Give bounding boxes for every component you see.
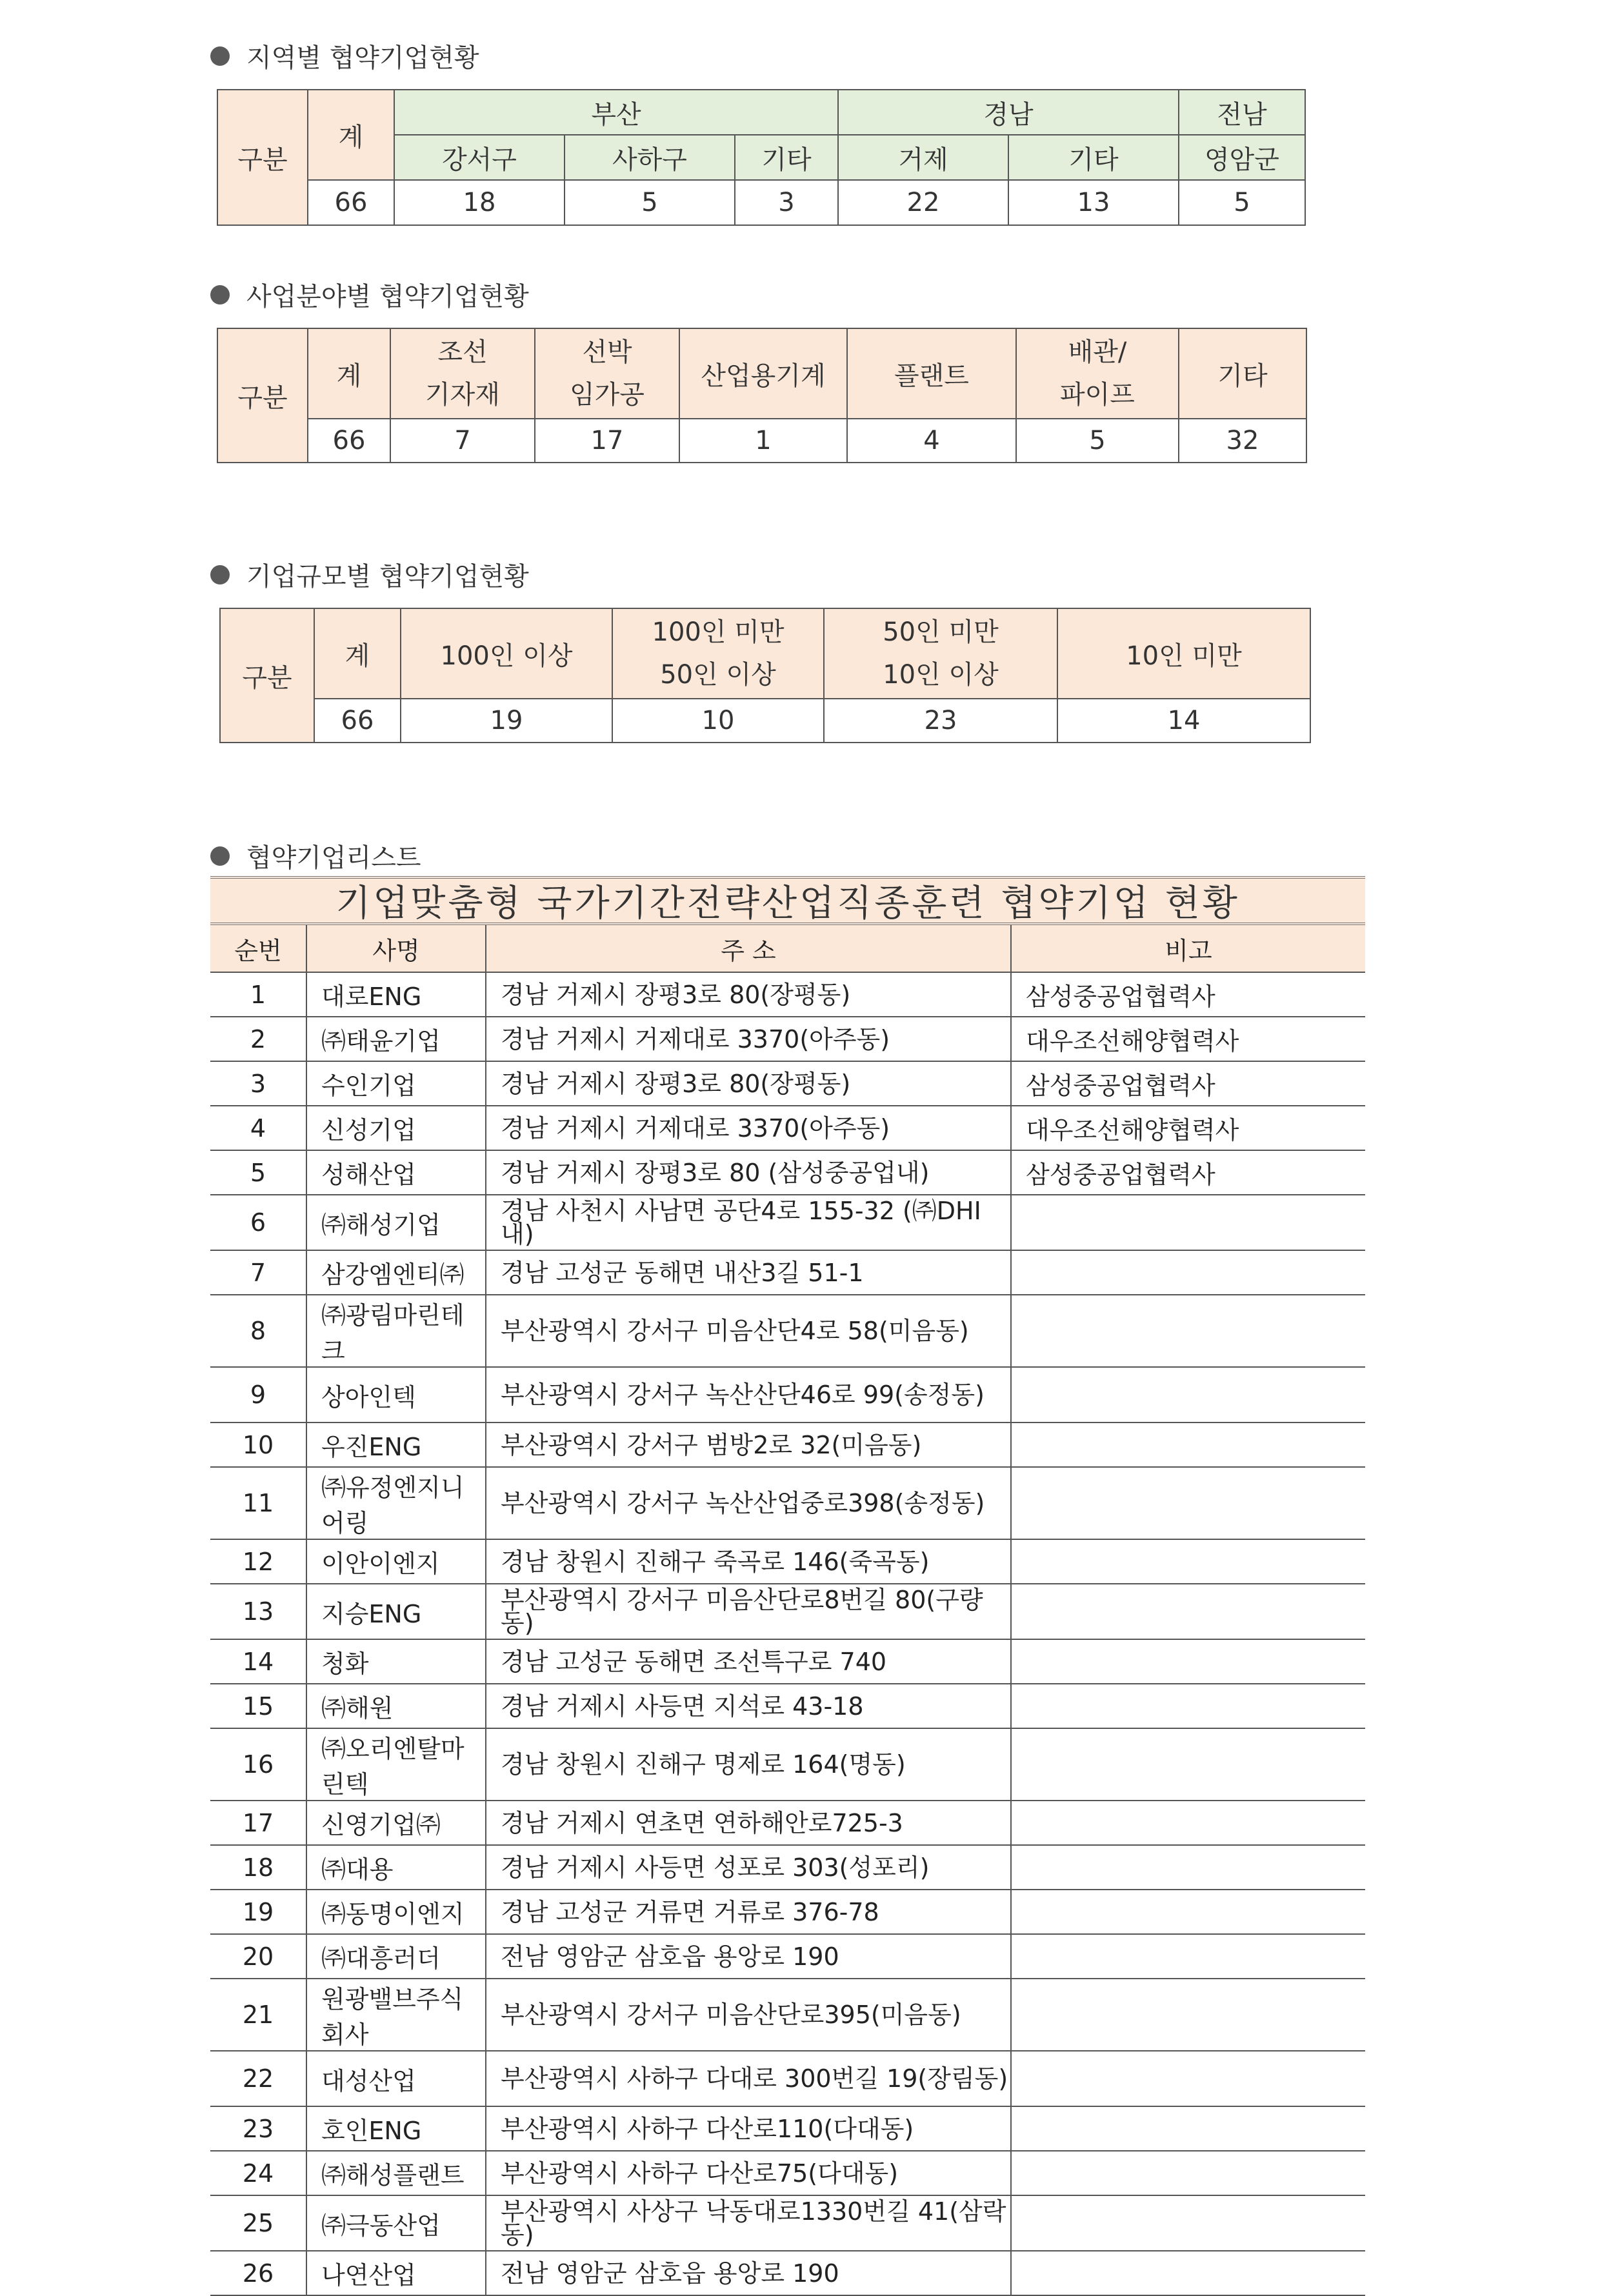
- field-title-text: 사업분야별 협약기업현황: [246, 282, 529, 312]
- company-address: 경남 거제시 사등면 지석로 43-18: [486, 1684, 1011, 1728]
- company-table-body: [210, 972, 1365, 2295]
- company-note: [1011, 2151, 1365, 2195]
- value-cell: 13: [1008, 180, 1179, 225]
- row-number: 7: [210, 1250, 306, 1295]
- row-number: 19: [210, 1890, 306, 1934]
- company-address: 전남 영암군 삼호읍 용앙로 190: [486, 1934, 1011, 1979]
- value-cell: 5: [1179, 180, 1305, 225]
- column-line: 10인 이상: [883, 660, 999, 690]
- value-cell: 3: [735, 180, 838, 225]
- company-address: 경남 창원시 진해구 명제로 164(명동): [486, 1728, 1011, 1801]
- company-address: 부산광역시 강서구 녹산산단46로 99(송정동): [486, 1367, 1011, 1423]
- header-label: 구분: [220, 608, 314, 743]
- company-address: 경남 거제시 장평3로 80 (삼성중공업내): [486, 1150, 1011, 1195]
- header-label: 구분: [217, 328, 308, 463]
- header-no: 순번: [210, 925, 306, 972]
- company-address: 부산광역시 강서구 미음산단로395(미음동): [486, 1979, 1011, 2051]
- company-address: 부산광역시 사하구 다산로75(다대동): [486, 2151, 1011, 2195]
- company-name: 우진ENG: [306, 1423, 486, 1467]
- company-note: [1011, 1934, 1365, 1979]
- total-value: 66: [314, 699, 401, 743]
- company-name: 지승ENG: [306, 1584, 486, 1639]
- table-row: [210, 1061, 1365, 1106]
- company-name: 대로ENG: [306, 972, 486, 1017]
- company-address: 부산광역시 강서구 녹산산업중로398(송정동): [486, 1467, 1011, 1539]
- column-line: 파이프: [1060, 380, 1135, 410]
- company-note: [1011, 1539, 1365, 1584]
- company-name: 신영기업㈜: [306, 1801, 486, 1845]
- company-address: 부산광역시 사상구 낙동대로1330번길 41(삼락동): [486, 2195, 1011, 2251]
- company-name: ㈜동명이엔지: [306, 1890, 486, 1934]
- total-label: 계: [308, 90, 394, 180]
- list-table-title: 기업맞춤형 국가기간전략산업직종훈련 협약기업 현황: [210, 876, 1365, 925]
- row-number: 13: [210, 1584, 306, 1639]
- region-table: [217, 89, 1306, 226]
- value-cell: 14: [1057, 699, 1310, 743]
- column-header: 100인 이상: [401, 608, 612, 699]
- row-number: 5: [210, 1150, 306, 1195]
- table-row: [210, 1106, 1365, 1150]
- total-value: 66: [308, 180, 394, 225]
- total-label: 계: [308, 328, 390, 419]
- table-row: [210, 1684, 1365, 1728]
- company-address: 전남 영암군 삼호읍 용앙로 190: [486, 2251, 1011, 2295]
- company-name: ㈜극동산업: [306, 2195, 486, 2251]
- company-address: 부산광역시 강서구 범방2로 32(미음동): [486, 1423, 1011, 1467]
- column-header: [612, 608, 824, 699]
- row-number: 17: [210, 1801, 306, 1845]
- company-name: 청화: [306, 1639, 486, 1684]
- company-note: [1011, 2251, 1365, 2295]
- company-address: 부산광역시 사하구 다대로 300번길 19(장림동): [486, 2051, 1011, 2106]
- column-line: 조선: [437, 337, 488, 367]
- company-note: 삼성중공업협력사: [1011, 1061, 1365, 1106]
- value-cell: 22: [838, 180, 1008, 225]
- row-number: 21: [210, 1979, 306, 2051]
- value-cell: 23: [824, 699, 1057, 743]
- company-name: 성해산업: [306, 1150, 486, 1195]
- list-section-title-text: 협약기업리스트: [246, 843, 421, 873]
- row-number: 18: [210, 1845, 306, 1890]
- column-header: 산업용기계: [679, 328, 847, 419]
- company-note: [1011, 1801, 1365, 1845]
- table-row: [210, 1295, 1365, 1367]
- header-address: 주 소: [486, 925, 1011, 972]
- row-number: 23: [210, 2106, 306, 2151]
- table-row: [210, 1890, 1365, 1934]
- company-table: [210, 925, 1365, 2296]
- sub-header: 강서구: [394, 135, 565, 180]
- column-line: 50인 미만: [883, 617, 999, 647]
- company-note: [1011, 2106, 1365, 2151]
- company-name: 상아인텍: [306, 1367, 486, 1423]
- group-gyeongnam: 경남: [838, 90, 1179, 135]
- company-address: 경남 창원시 진해구 죽곡로 146(죽곡동): [486, 1539, 1011, 1584]
- sub-header: 사하구: [565, 135, 735, 180]
- company-note: 삼성중공업협력사: [1011, 972, 1365, 1017]
- company-note: [1011, 1728, 1365, 1801]
- sub-header: 기타: [1008, 135, 1179, 180]
- company-note: [1011, 1250, 1365, 1295]
- company-address: 경남 고성군 거류면 거류로 376-78: [486, 1890, 1011, 1934]
- company-list: [210, 876, 1365, 2296]
- total-label: 계: [314, 608, 401, 699]
- region-section-title: [210, 37, 479, 74]
- sub-header: 거제: [838, 135, 1008, 180]
- sub-header: 기타: [735, 135, 838, 180]
- company-address: 경남 거제시 거제대로 3370(아주동): [486, 1106, 1011, 1150]
- table-row: [210, 1367, 1365, 1423]
- company-address: 부산광역시 사하구 다산로110(다대동): [486, 2106, 1011, 2151]
- row-number: 24: [210, 2151, 306, 2195]
- company-note: [1011, 1845, 1365, 1890]
- header-note: 비고: [1011, 925, 1365, 972]
- company-note: [1011, 1639, 1365, 1684]
- row-number: 8: [210, 1295, 306, 1367]
- value-cell: 17: [535, 419, 679, 463]
- value-cell: 5: [1016, 419, 1179, 463]
- company-note: 삼성중공업협력사: [1011, 1150, 1365, 1195]
- row-number: 25: [210, 2195, 306, 2251]
- column-line: 선박: [582, 337, 632, 367]
- value-cell: 4: [847, 419, 1016, 463]
- table-row: [210, 1467, 1365, 1539]
- company-name: ㈜태윤기업: [306, 1017, 486, 1061]
- region-title-text: 지역별 협약기업현황: [246, 43, 479, 73]
- column-header: [1016, 328, 1179, 419]
- table-row: [210, 1639, 1365, 1684]
- company-address: 부산광역시 강서구 미음산단4로 58(미음동): [486, 1295, 1011, 1367]
- table-row: [210, 1195, 1365, 1250]
- bullet-icon: [210, 46, 230, 66]
- company-note: [1011, 2051, 1365, 2106]
- column-header: [390, 328, 535, 419]
- value-cell: 19: [401, 699, 612, 743]
- column-line: 100인 미만: [652, 617, 785, 647]
- company-name: ㈜유정엔지니어링: [306, 1467, 486, 1539]
- row-number: 26: [210, 2251, 306, 2295]
- company-address: 경남 거제시 거제대로 3370(아주동): [486, 1017, 1011, 1061]
- value-cell: 32: [1179, 419, 1306, 463]
- company-name: 이안이엔지: [306, 1539, 486, 1584]
- company-address: 경남 고성군 동해면 내산3길 51-1: [486, 1250, 1011, 1295]
- row-number: 22: [210, 2051, 306, 2106]
- company-name: 수인기업: [306, 1061, 486, 1106]
- company-name: 삼강엠엔티㈜: [306, 1250, 486, 1295]
- table-row: [210, 1017, 1365, 1061]
- company-name: ㈜오리엔탈마린텍: [306, 1728, 486, 1801]
- company-note: [1011, 1195, 1365, 1250]
- sub-header: 영암군: [1179, 135, 1305, 180]
- bullet-icon: [210, 285, 230, 304]
- row-number: 15: [210, 1684, 306, 1728]
- row-number: 11: [210, 1467, 306, 1539]
- company-note: [1011, 1295, 1365, 1367]
- row-number: 1: [210, 972, 306, 1017]
- company-name: ㈜대흥러더: [306, 1934, 486, 1979]
- company-name: ㈜광림마린테크: [306, 1295, 486, 1367]
- column-header: 10인 미만: [1057, 608, 1310, 699]
- value-cell: 18: [394, 180, 565, 225]
- table-row: [210, 2106, 1365, 2151]
- company-name: ㈜해성기업: [306, 1195, 486, 1250]
- company-address: 경남 고성군 동해면 조선특구로 740: [486, 1639, 1011, 1684]
- table-row: [210, 2251, 1365, 2295]
- company-note: [1011, 1423, 1365, 1467]
- company-note: 대우조선해양협력사: [1011, 1017, 1365, 1061]
- size-section-title: [210, 556, 529, 593]
- row-number: 20: [210, 1934, 306, 1979]
- company-note: [1011, 1890, 1365, 1934]
- column-header: [824, 608, 1057, 699]
- company-name: ㈜해원: [306, 1684, 486, 1728]
- table-row: [210, 2195, 1365, 2251]
- column-header: [535, 328, 679, 419]
- bullet-icon: [210, 565, 230, 584]
- company-note: 대우조선해양협력사: [1011, 1106, 1365, 1150]
- header-name: 사명: [306, 925, 486, 972]
- company-note: [1011, 1979, 1365, 2051]
- company-address: 경남 거제시 장평3로 80(장평동): [486, 972, 1011, 1017]
- company-name: ㈜해성플랜트: [306, 2151, 486, 2195]
- table-row: [210, 1801, 1365, 1845]
- table-row: [210, 1979, 1365, 2051]
- total-value: 66: [308, 419, 390, 463]
- field-table: [217, 328, 1307, 463]
- header-label: 구분: [217, 90, 308, 225]
- size-title-text: 기업규모별 협약기업현황: [246, 562, 529, 592]
- column-line: 기자재: [425, 380, 500, 410]
- table-row: [210, 1934, 1365, 1979]
- column-header: 플랜트: [847, 328, 1016, 419]
- value-cell: 7: [390, 419, 535, 463]
- row-number: 12: [210, 1539, 306, 1584]
- size-table: [219, 608, 1311, 743]
- table-row: [210, 1584, 1365, 1639]
- value-cell: 1: [679, 419, 847, 463]
- row-number: 4: [210, 1106, 306, 1150]
- company-note: [1011, 2195, 1365, 2251]
- company-address: 경남 거제시 연초면 연하해안로725-3: [486, 1801, 1011, 1845]
- company-address: 경남 사천시 사남면 공단4로 155-32 (㈜DHI 내): [486, 1195, 1011, 1250]
- list-section-title: [210, 837, 421, 874]
- row-number: 2: [210, 1017, 306, 1061]
- value-cell: 5: [565, 180, 735, 225]
- company-name: 대성산업: [306, 2051, 486, 2106]
- column-line: 50인 이상: [660, 660, 776, 690]
- company-name: 원광밸브주식회사: [306, 1979, 486, 2051]
- row-number: 16: [210, 1728, 306, 1801]
- value-cell: 10: [612, 699, 824, 743]
- group-jeonnam: 전남: [1179, 90, 1305, 135]
- company-address: 경남 거제시 사등면 성포로 303(성포리): [486, 1845, 1011, 1890]
- table-row: [210, 1423, 1365, 1467]
- company-address: 부산광역시 강서구 미음산단로8번길 80(구량동): [486, 1584, 1011, 1639]
- company-name: 호인ENG: [306, 2106, 486, 2151]
- company-name: ㈜대용: [306, 1845, 486, 1890]
- company-address: 경남 거제시 장평3로 80(장평동): [486, 1061, 1011, 1106]
- row-number: 9: [210, 1367, 306, 1423]
- column-header: 기타: [1179, 328, 1306, 419]
- table-row: [210, 1539, 1365, 1584]
- table-row: [210, 1150, 1365, 1195]
- company-note: [1011, 1684, 1365, 1728]
- row-number: 10: [210, 1423, 306, 1467]
- company-note: [1011, 1584, 1365, 1639]
- table-row: [210, 972, 1365, 1017]
- table-row: [210, 1845, 1365, 1890]
- row-number: 3: [210, 1061, 306, 1106]
- table-row: [210, 1250, 1365, 1295]
- table-row: [210, 1728, 1365, 1801]
- group-busan: 부산: [394, 90, 838, 135]
- table-row: [210, 2151, 1365, 2195]
- field-section-title: [210, 276, 529, 313]
- company-note: [1011, 1367, 1365, 1423]
- company-name: 나연산업: [306, 2251, 486, 2295]
- table-row: [210, 2051, 1365, 2106]
- column-line: 배관/: [1068, 337, 1127, 367]
- column-line: 임가공: [570, 380, 645, 410]
- row-number: 14: [210, 1639, 306, 1684]
- company-name: 신성기업: [306, 1106, 486, 1150]
- bullet-icon: [210, 846, 230, 866]
- row-number: 6: [210, 1195, 306, 1250]
- company-note: [1011, 1467, 1365, 1539]
